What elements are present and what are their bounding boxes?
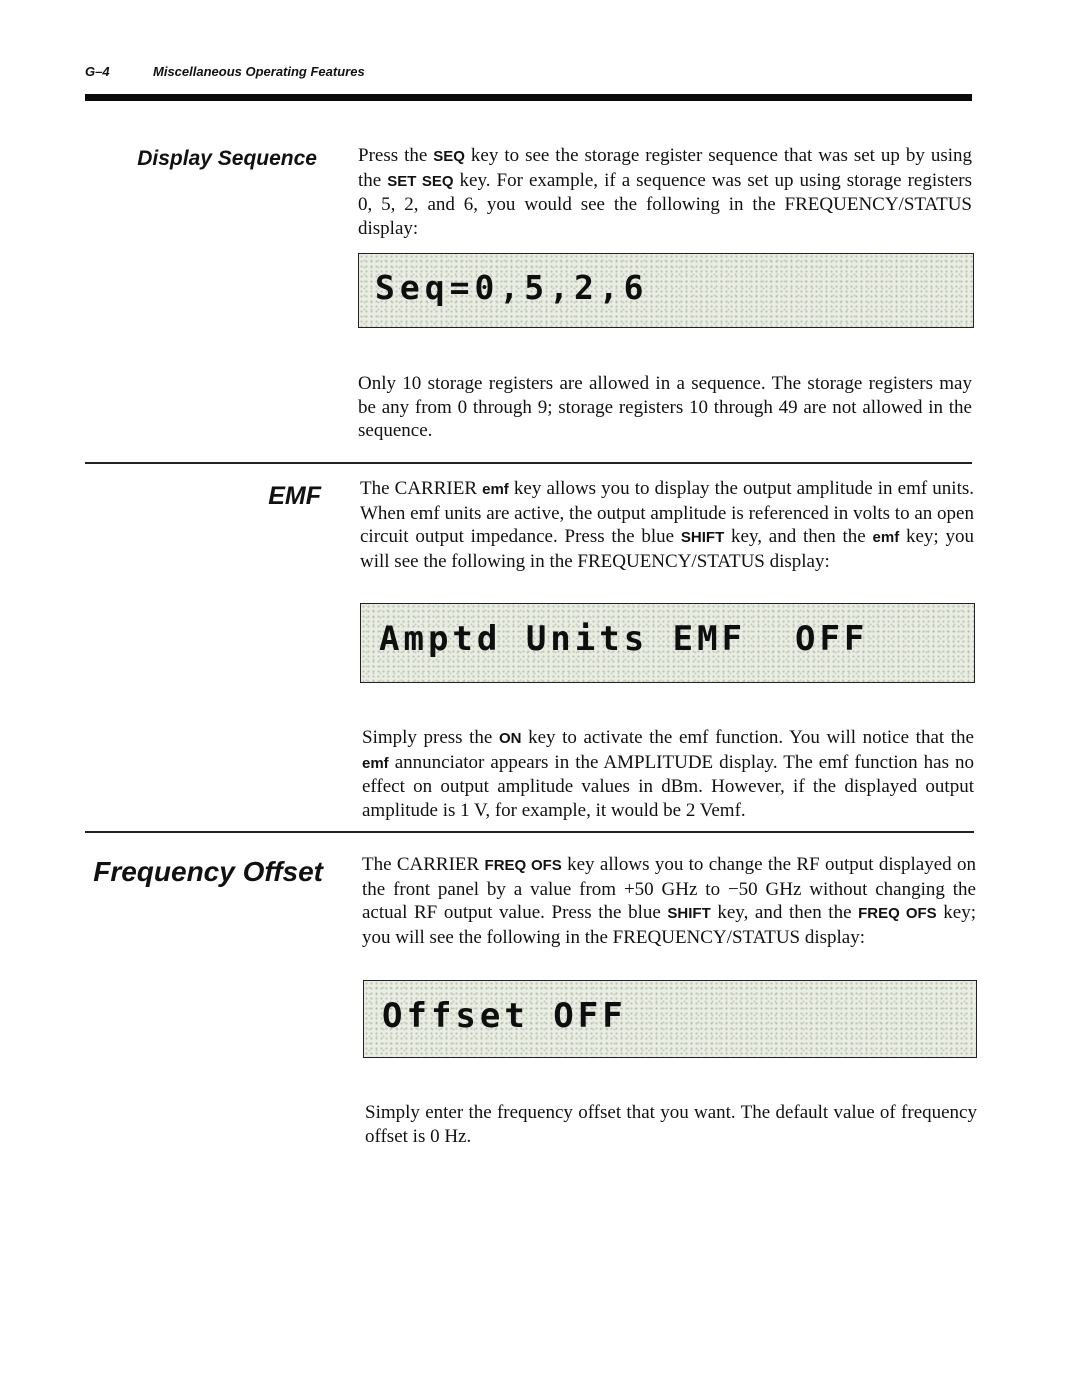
emf-activation-note: Simply press the ON key to activate the emf function. You will notice that the emf annunciator appears in the AMPLITUDE display. The emf function has no effect on output amplitude values in dBm. However, if the displayed output amplitude is 1 V, for example, it would be 2 Vemf. bbox=[362, 727, 974, 821]
frequency-offset-note: Simply enter the frequency offset that you want. The default value of frequency offset is 0 Hz. bbox=[365, 1102, 977, 1147]
display-sequence-note: Only 10 storage registers are allowed in a sequence. The storage registers may be any from 0 through 9; storage registers 10 through 49 are not allowed in the sequence. bbox=[358, 373, 972, 441]
section-heading-frequency-offset: Frequency Offset bbox=[93, 856, 323, 887]
section-heading-emf: EMF bbox=[268, 482, 321, 510]
frequency-status-display-emf bbox=[360, 603, 975, 683]
seq-key: SEQ bbox=[433, 148, 465, 165]
frequency-offset-intro: The CARRIER FREQ OFS key allows you to change the RF output displayed on the front panel by a value from +50 GHz to −50 GHz without changing the actual RF output value. Press the blue SHIFT key, and then the FREQ OFS key; you will see the following in the FREQUENCY/STATUS display: bbox=[362, 854, 977, 948]
frequency-status-display-seq bbox=[358, 253, 974, 328]
emf-key: emf bbox=[482, 481, 509, 498]
section-heading-display-sequence: Display Sequence bbox=[137, 147, 317, 170]
lcd-readout: Amptd Units EMF OFF bbox=[379, 619, 869, 659]
section-divider bbox=[85, 462, 972, 464]
on-key: ON bbox=[498, 730, 522, 747]
chapter-title: Miscellaneous Operating Features bbox=[153, 64, 365, 79]
shift-key: SHIFT bbox=[680, 529, 725, 546]
lcd-readout: Offset OFF bbox=[382, 996, 627, 1036]
freq-ofs-key: FREQ OFS bbox=[484, 857, 562, 874]
display-sequence-intro: Press the SEQ key to see the storage register sequence that was set up by using the SET SEQ key. For example, if a sequence was set up using storage registers 0, 5, 2, and 6, you would see the following in the FREQUENCY/STATUS display: bbox=[358, 145, 973, 239]
shift-key: SHIFT bbox=[667, 905, 711, 922]
emf-annunciator: emf bbox=[362, 754, 389, 772]
emf-key-2: emf bbox=[872, 529, 900, 546]
emf-intro: The CARRIER emf key allows you to display the output amplitude in emf units. When emf units are active, the output amplitude is referenced in volts to an open circuit output impedance. Press the blue SHIFT key, and then the emf key; you will see the following in the FREQUENCY/STATUS display: bbox=[360, 478, 974, 572]
frequency-status-display-offset bbox=[363, 980, 977, 1058]
freq-ofs-key-2: FREQ OFS bbox=[858, 905, 937, 922]
lcd-readout: Seq=0,5,2,6 bbox=[375, 268, 649, 307]
section-divider bbox=[85, 831, 974, 833]
set-seq-key: SET SEQ bbox=[387, 172, 454, 190]
page-number: G–4 bbox=[85, 64, 110, 79]
header-rule bbox=[85, 94, 972, 101]
